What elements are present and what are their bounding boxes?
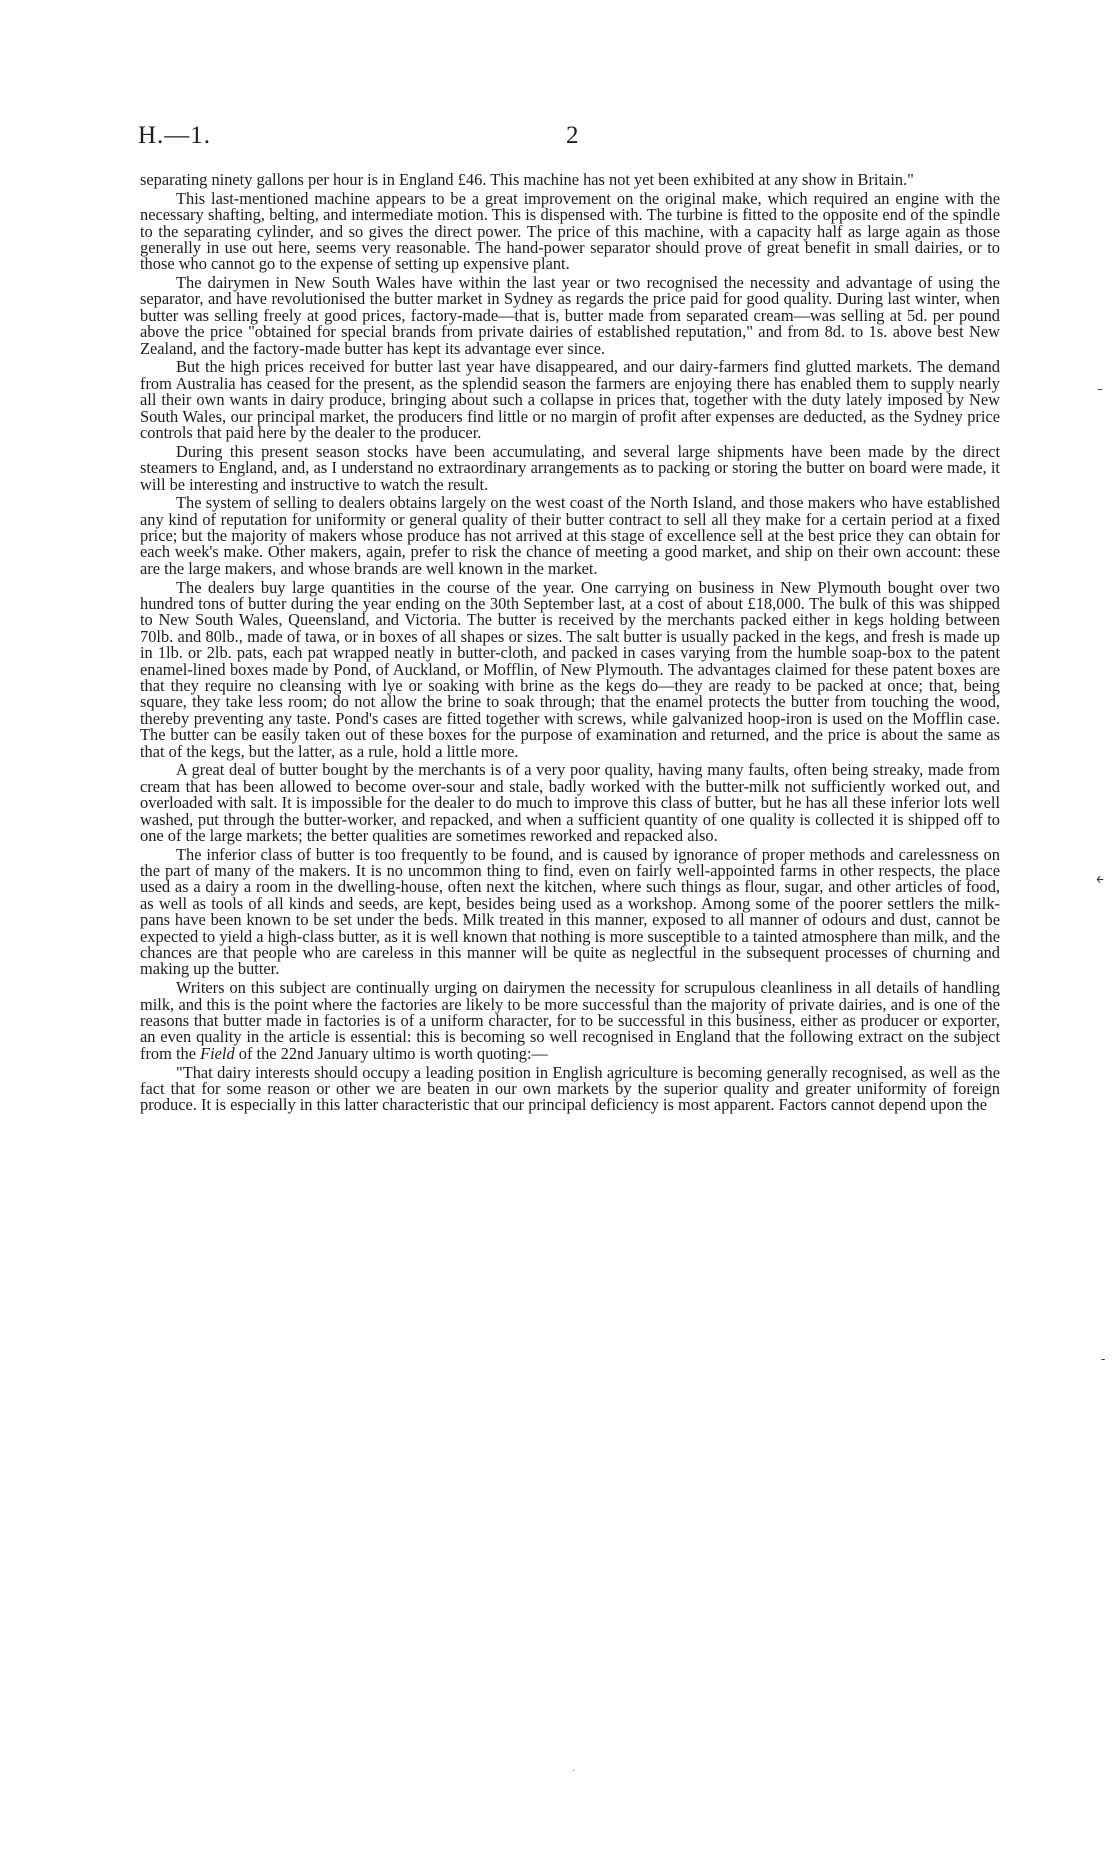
paragraph-high-prices: But the high prices received for butter last year have disappeared, and our dairy-farmers find glutted markets. The demand from Australia has ceased for the present, as the splendid season the farmers are enjoying there has enabled them to supply nearly all their own wants in dairy produce, bringing about such a collapse in prices that, together with the duty lately imposed by New South Wales, our principal market, the producers find little or no margin of profit after expenses are deducted, as the Sydney price controls that paid here by the dealer to the producer. [140,357,1000,442]
paragraph-separator-machine: This last-mentioned machine appears to be a great improvement on the original make, which required an engine with the necessary shafting, belting, and intermediate motion. This is dispensed with. The turbine is fitted to the opposite end of the spindle to the separating cylinder, and so gives the direct power. The price of this machine, with a capacity half as large again as those generally in use out here, seems very reasonable. The hand-power separator should prove of great benefit in small dairies, or to those who cannot go to the expense of setting up expensive plant. [140,188,1000,274]
margin-mark: – [1097,382,1103,396]
paragraph-continuation: separating ninety gallons per hour is in England £46. This machine has not yet been exhibited at any show in Britain." [140,170,914,189]
cleanliness-text-before: Writers on this subject are continually urging on dairymen the necessity for scrupulous cleanliness in all details of handling milk, and this is the point where the factories are likely to be more successful than the majority of private dairies, and is one of the reasons that butter made in factories is of a uniform character, for to be successful in this business, either as producer or exporter, an even quality in the article is essential: this is becoming so well recognised in England that the following extract on the subject from the [140,978,1000,1063]
paragraph-selling-system: The system of selling to dealers obtains largely on the west coast of the North Island, and those makers who have established any kind of reputation for uniformity or general quality of their butter contract to sell all they make for a certain period at a fixed price; but the majority of makers whose produce has not arrived at this stage of excellence sell at the best price they can obtain for each week's make. Other makers, again, prefer to risk the chance of meeting a good market, and ship on their own account: these are the large makers, and whose brands are well known in the market. [140,493,1000,578]
paragraph-new-south-wales: The dairymen in New South Wales have within the last year or two recognised the necessity and advantage of using the separator, and have revolutionised the butter market in Sydney as regards the price paid for good quality. During last winter, when butter was selling freely at good prices, factory-made—that is, butter made from separated cream—was selling at 5d. per pound above the price "obtained for special brands from private dairies of established reputation," and from 8d. to 1s. above best New Zealand, and the factory-made butter has kept its advantage ever since. [140,273,1000,358]
margin-mark: - [1101,1352,1106,1366]
body-text [140,172,1000,1116]
cleanliness-text-after: of the 22nd January ultimo is worth quoting:— [234,1043,548,1063]
paragraph-dealers: The dealers buy large quantities in the course of the year. One carrying on business in New Plymouth bought over two hundred tons of butter during the year ending on the 30th September last, at a cost of about £18,000. The bulk of this was shipped to New South Wales, Queensland, and Victoria. The butter is received by the merchants packed either in kegs holding between 70lb. and 80lb., made of tawa, or in boxes of all shapes or sizes. The salt butter is usually packed in the kegs, and fresh is made up in 1lb. or 2lb. pats, each pat wrapped neatly in butter-cloth, and packed in cases varying from the humble soap-box to the patent enamel-lined boxes made by Pond, of Auckland, or Mofflin, of New Plymouth. The advantages claimed for these patent boxes are that they require no cleansing with lye or soaking with brine as the kegs do—they are ready to be packed at once; that, being square, they take less room; do not allow the brine to soak through; that the enamel protects the butter from touching the wood, thereby preventing any taste. Pond's cases are fitted together with screws, while galvanized hoop-iron is used on the Mofflin case. The butter can be easily taken out of these boxes for the purpose of examination and returned, and the price is about the same as that of the kegs, but the latter, as a rule, hold a little more. [140,577,1000,761]
field-journal-title: Field [200,1043,235,1063]
paragraph-cleanliness [140,980,1000,1062]
paragraph-inferior-class: The inferior class of butter is too frequently to be found, and is caused by ignorance of proper methods and carelessness on the part of many of the makers. It is no uncommon thing to find, even on fairly well-appointed farms in other respects, the place used as a dairy a room in the dwelling-house, often next the kitchen, where such things as flour, sugar, and other articles of food, as well as tools of all kinds and seeds, are kept, besides being used as a workshop. Among some of the poorer settlers the milk-pans have been known to be set under the beds. Milk treated in this manner, exposed to all manner of odours and dust, cannot be expected to yield a high-class butter, as it is well known that nothing is more susceptible to a tainted atmosphere than milk, and the chances are that people who are careless in this manner will be quite as neglectful in the subsequent processes of churning and making up the butter. [140,844,1000,979]
paragraph-quotation: "That dairy interests should occupy a leading position in English agriculture is becoming generally recognised, as well as the fact that for some reason or other we are beaten in our own markets by the superior quality and greater uniformity of foreign produce. It is especially in this latter characteristic that our principal deficiency is most apparent. Factors cannot depend upon the [140,1062,1000,1115]
page-number: 2 [566,122,579,149]
page-header [138,122,998,152]
document-reference: H.—1. [138,122,212,149]
paragraph-poor-quality: A great deal of butter bought by the merchants is of a very poor quality, having many faults, often being streaky, made from cream that has been allowed to become over-sour and stale, badly worked with the butter-milk not sufficiently worked out, and overloaded with salt. It is impossible for the dealer to do much to improve this class of butter, but he has all these inferior lots well washed, put through the butter-worker, and repacked, and when a sufficient quantity of one quality is collected it is shipped off to one of the large markets; the better qualities are sometimes reworked and repacked also. [140,760,1000,845]
paragraph-present-season: During this present season stocks have been accumulating, and several large shipments have been made by the direct steamers to England, and, as I understand no extraordinary arrangements as to packing or storing the butter on board were made, it will be interesting and instructive to watch the result. [140,441,1000,494]
margin-mark: · [572,1766,576,1777]
margin-mark: ˿ [1096,856,1104,884]
